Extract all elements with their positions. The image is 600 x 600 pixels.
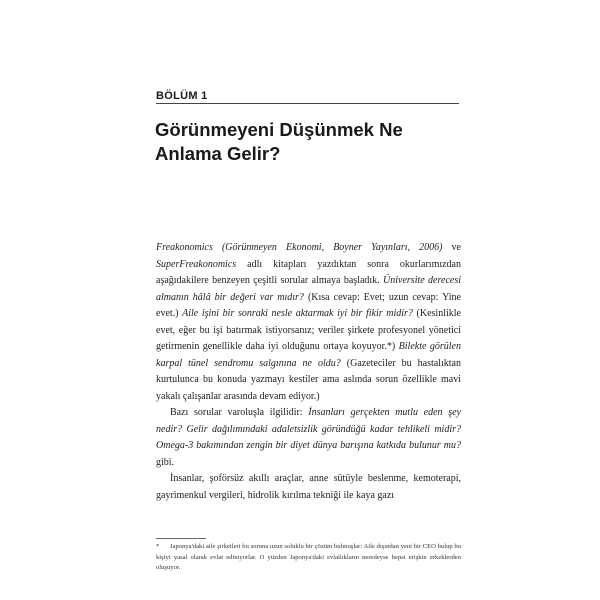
footnote-mark: * xyxy=(156,543,160,550)
footnote-rule xyxy=(156,538,206,539)
chapter-rule xyxy=(156,103,459,104)
p2-segment: Bazı sorular varoluşla ilgilidir: xyxy=(170,407,309,418)
chapter-label: BÖLÜM 1 xyxy=(156,90,208,102)
p1-segment: Freakonomics (Görünmeyen Ekonomi, Boyner Yayınları, 2006) xyxy=(156,242,443,253)
paragraph-2 xyxy=(156,405,461,471)
p1-segment: (Kısa cevap: Evet; uzun cevap: Yine evet.) xyxy=(156,291,461,319)
p1-segment: Bilekte görülen karpal tünel sendromu salgınına ne oldu? xyxy=(156,341,461,369)
p3-segment: İnsanlar, şoförsüz akıllı araçlar, anne sütüyle beslenme, kemoterapi, gayrimenkul vergileri, hidrolik kırılma tekniği ile kaya gazı xyxy=(156,473,461,501)
p1-segment: SuperFreakonomics xyxy=(156,258,237,270)
footnote xyxy=(156,542,461,574)
p1-segment: ve xyxy=(442,242,461,253)
p2-segment: İnsanları gerçekten mutlu eden şey nedir? Gelir dağılımındaki adaletsizlik göründüğü kadar tehlikeli midir? Omega-3 bakımından zengin bir diyet dünya barışına katkıda bulunur mu? xyxy=(156,407,461,451)
p1-segment: Aile işini bir sonraki nesle aktarmak iyi bir fikir midir? xyxy=(182,308,413,319)
body-text xyxy=(156,240,461,504)
p1-segment: adlı kitapları yazdıktan sonra okurlarımızdan aşağıdakilere benzeyen çeşitli sorular almaya başladık. xyxy=(156,258,461,286)
chapter-title: Görünmeyeni Düşünmek Ne Anlama Gelir? xyxy=(155,119,403,164)
footnote-text: Japonya'daki aile şirketleri bu soruna uzun soluklu bir çözüm bulmuşlar: Aile dışından yeni bir CEO bulup bu kişiyi yasal olarak evlat ediniyorlar. O yüzden Japonya'daki evlatlıkların neredeyse hepsi erişkin erkeklerden oluşuyor. xyxy=(156,543,461,571)
paragraph-1 xyxy=(156,240,461,405)
p1-segment: (Gazeteciler bu hastalıktan kurtulunca bu konuda yazmayı kestiler ama aslında sorun özellikle mavi yakalı çalışanlar arasında devam ediyor.) xyxy=(156,357,461,402)
p2-segment: gibi. xyxy=(156,456,175,468)
p1-segment: Üniversite derecesi almanın hâlâ bir değeri var mıdır? xyxy=(156,275,461,303)
p1-segment: (Kesinlikle evet, eğer bu işi batırmak istiyorsanız; veriler şirkete profesyonel yönetici getirmenin genellikle daha iyi olduğunu ortaya koyuyor.*) xyxy=(156,308,461,352)
paragraph-3 xyxy=(156,471,461,504)
